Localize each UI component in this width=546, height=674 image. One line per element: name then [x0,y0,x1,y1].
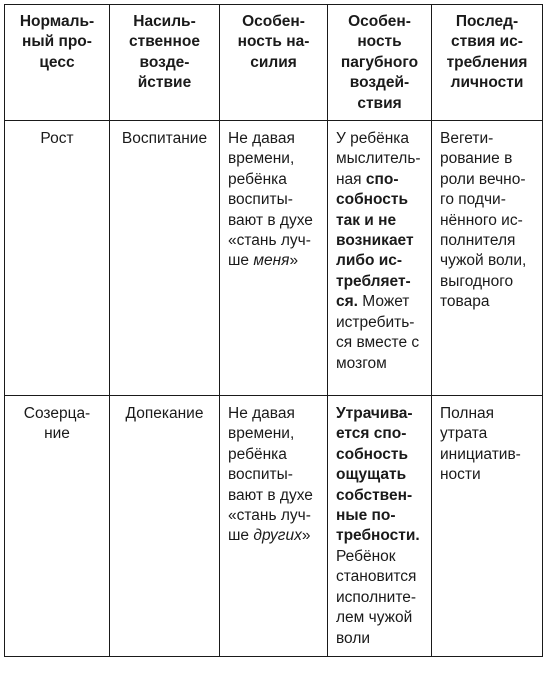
cell-text: Созерца- ние [23,405,91,443]
header-row [5,5,543,121]
header-violence-feature [220,5,328,121]
header-label: Особен- ность на- силия [237,13,310,71]
cell-violence [110,121,220,396]
cell-process [5,121,110,396]
cell-consequence [432,121,543,396]
cell-emphasis: меня [253,252,290,270]
header-label: Нормаль- ный про- цесс [19,13,95,71]
cell-text: Не давая времени, ребёнка воспиты- вают в духе «стань луч- ше [228,130,313,270]
cell-text: Полная утрата инициатив- ности [440,405,521,484]
header-violent-impact [110,5,220,121]
cell-text: Ребёнок становится исполните- лем чужой воли [336,547,417,647]
cell-text: » [289,252,299,270]
header-label: Послед- ствия ис- требления личности [446,13,528,92]
cell-text: У ребёнка мыслитель- ная [336,130,421,188]
cell-bold-text: Утрачива- ется спо- собность ощущать собствен- ные по- требности. [336,405,420,545]
cell-process [5,396,110,657]
header-normal-process [5,5,110,121]
cell-emphasis: других [253,527,302,545]
cell-violence-feature [220,121,328,396]
cell-text: Может истребить- ся вместе с мозгом [336,293,420,372]
cell-bold-text: спо- собность так и не возникает либо ис- требляет- ся. [336,170,414,311]
cell-harm-feature [328,121,432,396]
cell-text: Вегети- рование в роли вечно- го подчи- нённого ис- полнителя чужой воли, выгодного товара [440,130,527,311]
table-row [5,121,543,396]
header-label: Насиль- ственное возде- йствие [129,13,200,92]
cell-text: Допекание [125,405,204,423]
comparison-table [4,4,543,657]
cell-text: » [301,527,311,545]
cell-text: Не давая времени, ребёнка воспиты- вают в духе «стань луч- ше [228,405,313,545]
cell-harm-feature [328,396,432,657]
header-harmful-impact-feature [328,5,432,121]
cell-consequence [432,396,543,657]
cell-text: Рост [40,130,74,148]
cell-text: Воспитание [121,130,208,148]
header-label: Особен- ность пагубного воздей- ствия [340,13,419,112]
table-row [5,396,543,657]
cell-violence-feature [220,396,328,657]
header-consequences [432,5,543,121]
cell-violence [110,396,220,657]
